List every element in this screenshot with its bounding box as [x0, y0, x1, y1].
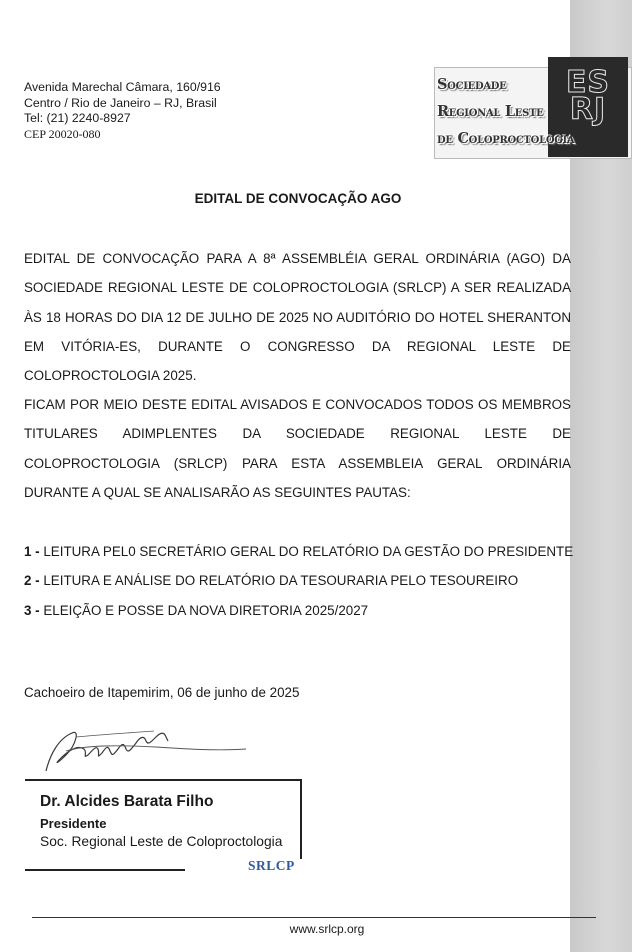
handwritten-signature — [36, 715, 256, 777]
signature-box-underline — [25, 869, 185, 871]
organization-abbreviation: SRLCP — [248, 858, 295, 873]
address-line: Avenida Marechal Câmara, 160/916 — [24, 80, 221, 94]
agenda-item-text: ELEIÇÃO E POSSE DA NOVA DIRETORIA 2025/2027 — [39, 602, 369, 618]
logo-text — [437, 71, 574, 152]
logo-mark-bottom: RJ — [569, 92, 607, 127]
logo-text-line2: Regional Leste — [437, 103, 544, 120]
agenda-item-text: LEITURA PEL0 SECRETÁRIO GERAL DO RELATÓRIO DA GESTÃO DO PRESIDENTE — [39, 544, 574, 559]
footer-website: www.srlcp.org — [289, 922, 365, 936]
agenda-item-number: 3 - — [24, 602, 40, 618]
agenda-list — [24, 537, 573, 625]
signatory-role: Presidente — [40, 816, 107, 831]
paragraph-convocation: EDITAL DE CONVOCAÇÃO PARA A 8ª ASSEMBLÉIA GERAL ORDINÁRIA (AGO) DA SOCIEDADE REGIONAL LESTE DE COLOPROCTOLOGIA (SRLCP) A SER REALIZADA ÀS 18 HORAS DO DIA 12 DE JULHO DE 2025 NO AUDITÓRIO DO HOTEL SHERANTON EM VITÓRIA-ES, DURANTE O CONGRESSO DA REGIONAL LESTE DE COLOPROCTOLOGIA 2025. — [24, 251, 571, 384]
postal-code: CEP 20020-080 — [24, 126, 101, 141]
agenda-item-text: LEITURA E ANÁLISE DO RELATÓRIO DA TESOURARIA PELO TESOUREIRO — [39, 573, 519, 589]
agenda-item-number: 2 - — [24, 573, 40, 589]
agenda-item — [24, 566, 573, 595]
agenda-item — [24, 596, 573, 625]
logo-mark-top: ES — [565, 65, 611, 100]
footer-divider — [32, 917, 596, 918]
paragraph-members: FICAM POR MEIO DESTE EDITAL AVISADOS E CONVOCADOS TODOS OS MEMBROS TITULARES ADIMPLENTES DA SOCIEDADE REGIONAL LESTE DE COLOPROCTOLOGIA (SRLCP) PARA ESTA ASSEMBLEIA GERAL ORDINÁRIA DURANTE A QUAL SE ANALISARÃO AS SEGUINTES PAUTAS: — [24, 397, 571, 500]
agenda-item-number: 1 - — [24, 544, 40, 559]
phone: Tel: (21) 2240-8927 — [24, 111, 131, 125]
logo-text-line3: de Coloproctologia — [437, 130, 575, 147]
address-city: Centro / Rio de Janeiro – RJ, Brasil — [24, 95, 217, 110]
signatory-organization: Soc. Regional Leste de Coloproctologia — [40, 834, 283, 849]
logo-text-line1: Sociedade — [437, 76, 507, 93]
address-block — [24, 80, 221, 142]
signatory-name: Dr. Alcides Barata Filho — [40, 793, 214, 810]
document-title: EDITAL DE CONVOCAÇÃO AGO — [194, 191, 402, 206]
place-date: Cachoeiro de Itapemirim, 06 de junho de 2025 — [24, 685, 300, 700]
agenda-item — [24, 537, 573, 566]
srlcp-logo — [434, 57, 632, 161]
